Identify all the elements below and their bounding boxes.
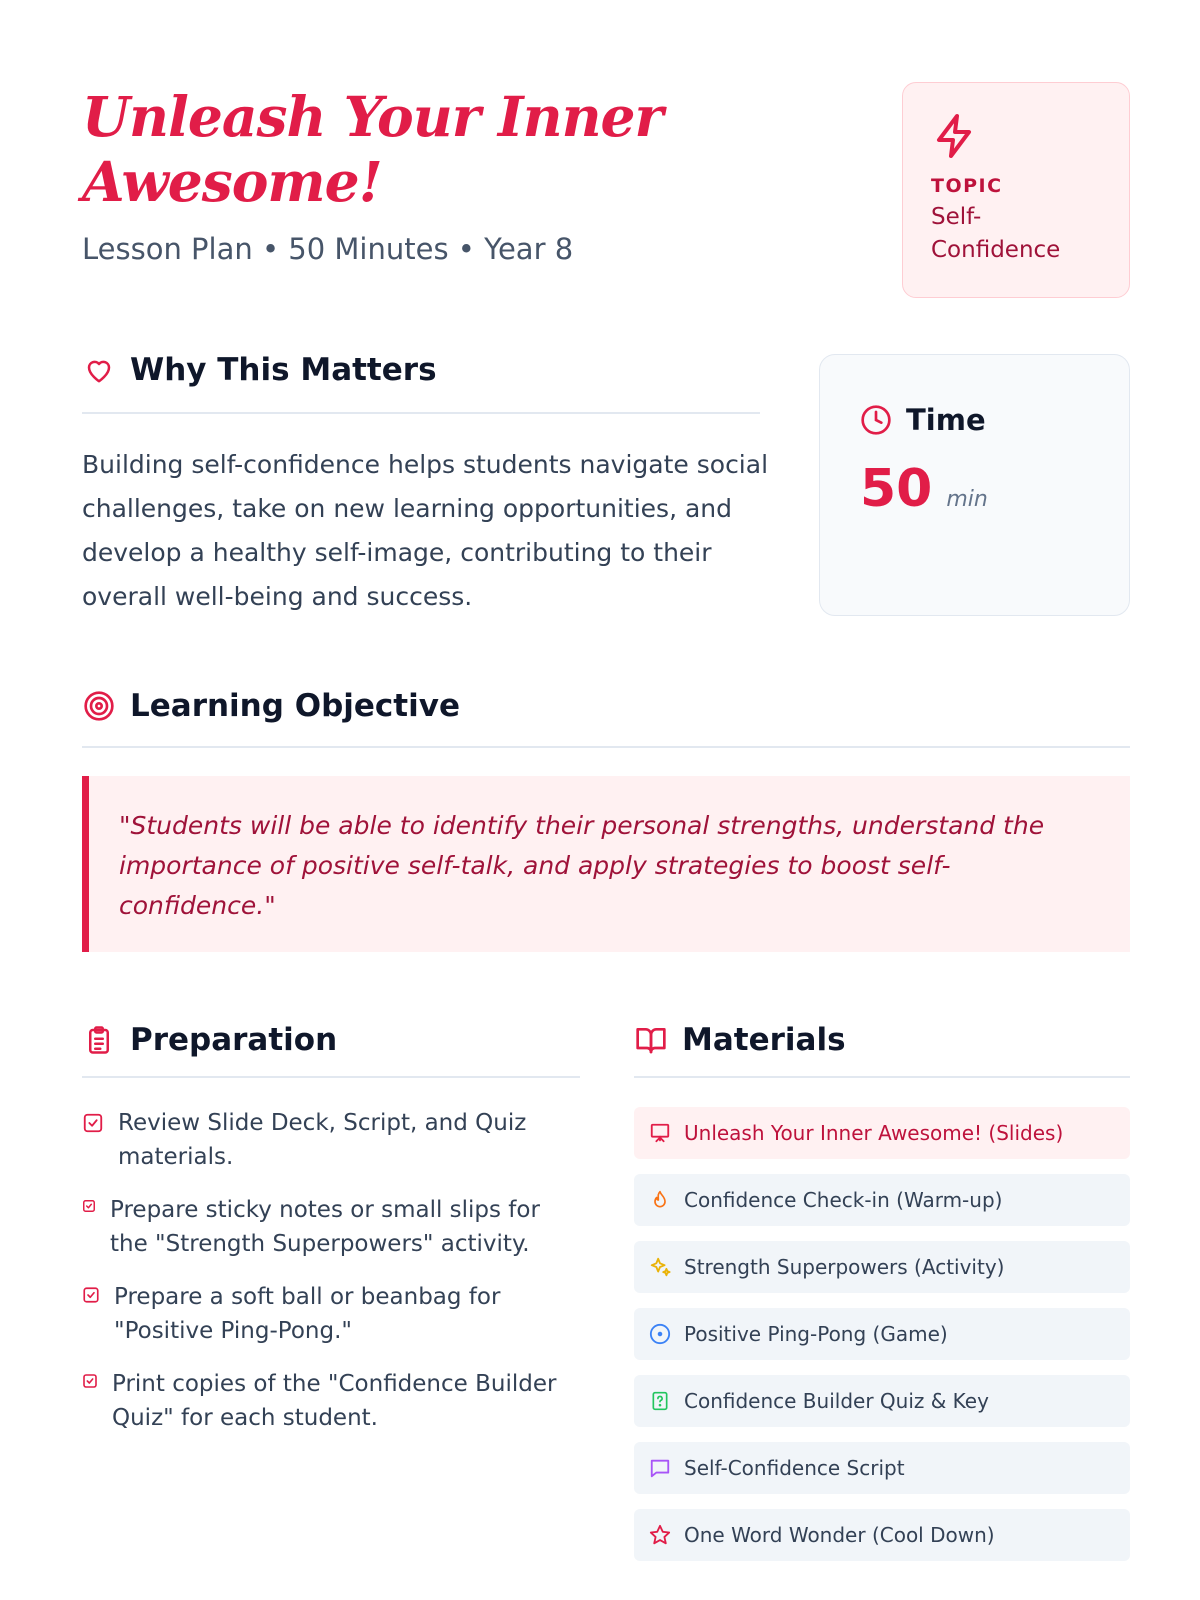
list-item	[82, 1193, 582, 1261]
clock-icon	[860, 404, 892, 436]
divider	[82, 746, 1130, 748]
flame-icon	[648, 1188, 672, 1212]
list-item	[82, 1280, 582, 1348]
lightning-icon	[931, 111, 979, 161]
list-item	[82, 1367, 582, 1435]
objective-heading: Learning Objective	[130, 688, 460, 724]
book-icon	[634, 1023, 668, 1057]
divider	[82, 412, 760, 414]
material-slides[interactable]	[634, 1107, 1130, 1159]
sparkles-icon	[648, 1255, 672, 1279]
divider	[634, 1076, 1130, 1078]
preparation-item-text: Print copies of the "Confidence Builder Quiz" for each student.	[112, 1371, 557, 1431]
material-warm-up[interactable]	[634, 1174, 1130, 1226]
preparation-heading: Preparation	[130, 1022, 338, 1058]
material-activity[interactable]	[634, 1241, 1130, 1293]
time-value: 50	[860, 459, 933, 519]
topic-label: TOPIC	[931, 175, 1003, 197]
quiz-icon	[648, 1389, 672, 1413]
material-label: Strength Superpowers (Activity)	[684, 1255, 1005, 1279]
time-label: Time	[906, 403, 986, 437]
star-icon	[648, 1523, 672, 1547]
topic-card	[902, 82, 1130, 298]
divider	[82, 1076, 580, 1078]
preparation-list	[82, 1106, 582, 1454]
message-icon	[648, 1456, 672, 1480]
checkbox-icon	[82, 1199, 96, 1213]
page-title: Unleash Your Inner Awesome!	[82, 84, 663, 214]
topic-value: Self-Confidence	[931, 204, 1061, 263]
materials-section-header	[634, 1020, 846, 1060]
objective-quote: "Students will be able to identify their personal strengths, understand the importance of positive self-talk, and apply strategies to boost self-confidence."	[82, 776, 1130, 952]
preparation-section-header	[82, 1020, 337, 1060]
circle-dot-icon	[648, 1322, 672, 1346]
checkbox-icon	[82, 1373, 98, 1389]
material-quiz[interactable]	[634, 1375, 1130, 1427]
presentation-icon	[648, 1121, 672, 1145]
material-label: Confidence Builder Quiz & Key	[684, 1389, 989, 1413]
material-label: Self-Confidence Script	[684, 1456, 905, 1480]
preparation-item-text: Prepare a soft ball or beanbag for "Positive Ping-Pong."	[114, 1284, 501, 1344]
material-label: One Word Wonder (Cool Down)	[684, 1523, 995, 1547]
why-heading: Why This Matters	[130, 352, 437, 388]
materials-heading: Materials	[682, 1022, 846, 1058]
objective-section-header	[82, 686, 460, 726]
preparation-item-text: Prepare sticky notes or small slips for the "Strength Superpowers" activity.	[110, 1197, 540, 1257]
checkbox-icon	[82, 1112, 104, 1134]
preparation-item-text: Review Slide Deck, Script, and Quiz materials.	[118, 1110, 527, 1170]
checkbox-icon	[82, 1286, 100, 1304]
material-label: Confidence Check-in (Warm-up)	[684, 1188, 1003, 1212]
material-game[interactable]	[634, 1308, 1130, 1360]
page-subtitle: Lesson Plan • 50 Minutes • Year 8	[82, 232, 574, 266]
material-label: Unleash Your Inner Awesome! (Slides)	[684, 1121, 1064, 1145]
clipboard-icon	[82, 1023, 116, 1057]
why-text: Building self-confidence helps students navigate social challenges, take on new learning opportunities, and develop a healthy self-image, contributing to their overall well-being and success.	[82, 450, 769, 611]
materials-list	[634, 1107, 1130, 1576]
material-label: Positive Ping-Pong (Game)	[684, 1322, 948, 1346]
time-unit: min	[946, 487, 988, 512]
lesson-plan-page	[82, 0, 1130, 1600]
target-icon	[82, 689, 116, 723]
heart-icon	[82, 353, 116, 387]
time-card	[819, 354, 1130, 616]
why-section-header	[82, 350, 437, 390]
list-item	[82, 1106, 582, 1174]
material-script[interactable]	[634, 1442, 1130, 1494]
material-cool-down[interactable]	[634, 1509, 1130, 1561]
